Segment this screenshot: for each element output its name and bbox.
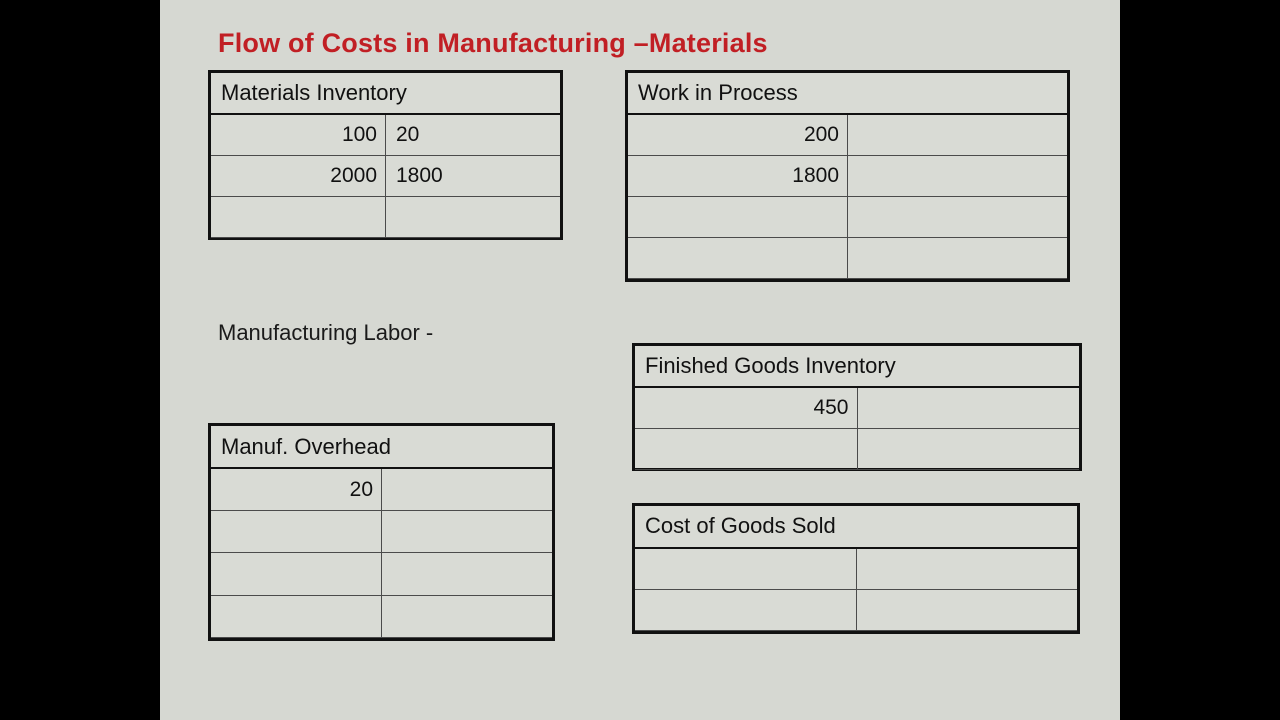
slide-canvas (160, 0, 1120, 720)
t-account-title: Manuf. Overhead (211, 426, 552, 468)
credit-cell (848, 114, 1068, 155)
t-account-header-row (635, 506, 1077, 548)
manufacturing-labor-label: Manufacturing Labor - (218, 320, 434, 345)
t-account-materials-inventory (208, 70, 563, 240)
table-row (211, 511, 552, 553)
t-account-work-in-process (625, 70, 1070, 282)
credit-cell (857, 387, 1079, 428)
debit-cell (211, 511, 382, 553)
debit-cell (635, 548, 856, 590)
t-account-header-row (635, 346, 1079, 387)
t-account-title: Work in Process (628, 73, 1067, 114)
credit-cell (848, 155, 1068, 196)
debit-cell: 20 (211, 468, 382, 510)
debit-cell (211, 595, 382, 637)
credit-cell (382, 468, 553, 510)
credit-cell (857, 428, 1079, 469)
t-account-header-row (211, 426, 552, 468)
table-row (211, 468, 552, 510)
t-account-title: Cost of Goods Sold (635, 506, 1077, 548)
credit-cell (848, 196, 1068, 237)
debit-cell: 2000 (211, 155, 386, 196)
credit-cell: 1800 (386, 155, 561, 196)
table-row (211, 196, 560, 237)
credit-cell (386, 196, 561, 237)
page-title: Flow of Costs in Manufacturing –Materials (218, 28, 768, 58)
table-row (211, 553, 552, 595)
t-account-header-row (211, 73, 560, 114)
table-row (628, 196, 1067, 237)
table-row (635, 589, 1077, 631)
table-row (635, 387, 1079, 428)
debit-cell: 100 (211, 114, 386, 155)
credit-cell (382, 595, 553, 637)
t-account-title: Materials Inventory (211, 73, 560, 114)
credit-cell (382, 511, 553, 553)
t-account-title: Finished Goods Inventory (635, 346, 1079, 387)
debit-cell: 1800 (628, 155, 848, 196)
credit-cell (848, 237, 1068, 278)
table-row (211, 114, 560, 155)
debit-cell (635, 428, 857, 469)
debit-cell (628, 196, 848, 237)
table-row (628, 237, 1067, 278)
credit-cell (382, 553, 553, 595)
table-row (628, 155, 1067, 196)
debit-cell: 200 (628, 114, 848, 155)
debit-cell (211, 196, 386, 237)
credit-cell: 20 (386, 114, 561, 155)
t-account-manuf-overhead (208, 423, 555, 641)
table-row (211, 155, 560, 196)
t-account-cost-of-goods-sold (632, 503, 1080, 634)
table-row (635, 548, 1077, 590)
table-row (628, 114, 1067, 155)
debit-cell (635, 589, 856, 631)
debit-cell (628, 237, 848, 278)
t-account-finished-goods-inventory (632, 343, 1082, 471)
debit-cell (211, 553, 382, 595)
debit-cell: 450 (635, 387, 857, 428)
credit-cell (856, 589, 1077, 631)
t-account-header-row (628, 73, 1067, 114)
table-row (635, 428, 1079, 469)
slide-area (160, 0, 1120, 720)
table-row (211, 595, 552, 637)
credit-cell (856, 548, 1077, 590)
